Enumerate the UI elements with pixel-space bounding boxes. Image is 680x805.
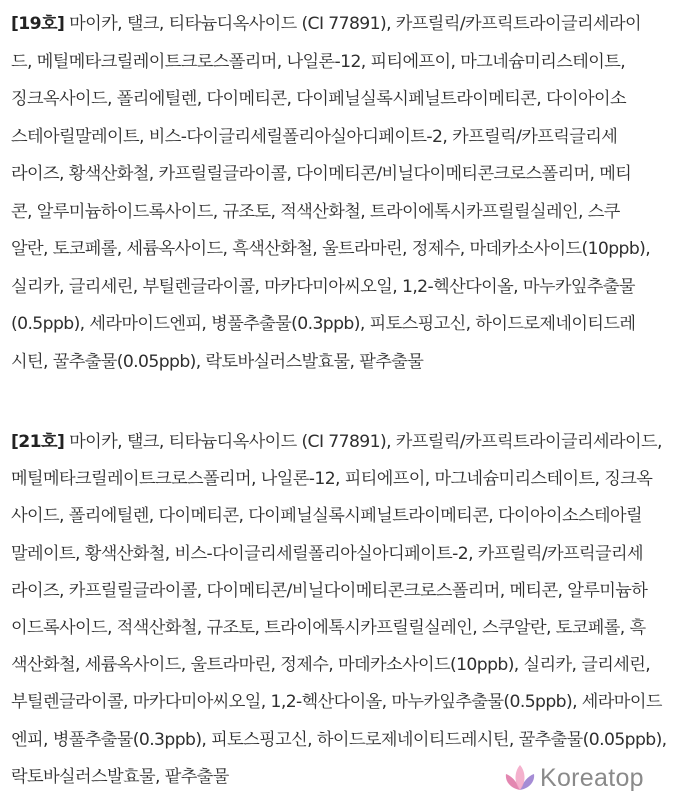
ingredient-line: 드, 메틸메타크릴레이트크로스폴리머, 나일론-12, 피티에프이, 마그네슘미리스테이트, bbox=[11, 51, 626, 72]
ingredient-line: 스테아릴말레이트, 비스-다이글리세릴폴리아실아디페이트-2, 카프릴릭/카프릭글리세 bbox=[11, 126, 618, 147]
ingredient-line: 알란, 토코페롤, 세륨옥사이드, 흑색산화철, 울트라마린, 정제수, 마데카소사이드(10ppb), bbox=[11, 239, 651, 259]
watermark-text: Koreatop bbox=[540, 763, 644, 792]
lotus-icon bbox=[503, 763, 537, 793]
ingredient-line: 실리카, 글리세린, 부틸렌글라이콜, 마카다미아씨오일, 1,2-헥산다이올, 마누카잎추출물 bbox=[11, 276, 635, 297]
ingredient-line: 라이즈, 황색산화철, 카프릴릴글라이콜, 다이메티콘/비닐다이메티콘크로스폴리머, 메티 bbox=[11, 164, 632, 184]
ingredient-line: [21호] 마이카, 탤크, 티타늄디옥사이드 (CI 77891), 카프릴릭/카프릭트라이글리세라이드, bbox=[11, 432, 662, 452]
ingredient-line: 사이드, 폴리에틸렌, 다이메티콘, 다이페닐실록시페닐트라이메티콘, 다이아이소스테아릴 bbox=[11, 506, 643, 527]
ingredient-line: 메틸메타크릴레이트크로스폴리머, 나일론-12, 피티에프이, 마그네슘미리스테이트, 징크옥 bbox=[11, 469, 653, 490]
ingredient-line: 엔피, 병풀추출물(0.3ppb), 피토스핑고신, 하이드로제네이티드레시틴, 꿀추출물(0.05ppb), bbox=[11, 729, 667, 750]
ingredient-line: 말레이트, 황색산화철, 비스-다이글리세릴폴리아실아디페이트-2, 카프릴릭/카프릭글리세 bbox=[11, 543, 644, 564]
ingredient-line: 라이즈, 카프릴릴글라이콜, 다이메티콘/비닐다이메티콘크로스폴리머, 메티콘, 알루미늄하 bbox=[11, 580, 648, 601]
ingredient-line: 시틴, 꿀추출물(0.05ppb), 락토바실러스발효물, 팥추출물 bbox=[11, 351, 424, 372]
ingredient-line: (0.5ppb), 세라마이드엔피, 병풀추출물(0.3ppb), 피토스핑고신, 하이드로제네이티드레 bbox=[11, 314, 636, 334]
ingredient-line: 징크옥사이드, 폴리에틸렌, 다이메티콘, 다이페닐실록시페닐트라이메티콘, 다이아이소 bbox=[11, 89, 627, 109]
shade-tag: [19호] bbox=[11, 14, 65, 34]
shade-19-ingredients bbox=[11, 6, 671, 381]
ingredient-line: 이드록사이드, 적색산화철, 규조토, 트라이에톡시카프릴릴실레인, 스쿠알란, 토코페롤, 흑 bbox=[11, 617, 646, 638]
ingredient-line: 색산화철, 세륨옥사이드, 울트라마린, 정제수, 마데카소사이드(10ppb), 실리카, 글리세린, bbox=[11, 655, 651, 676]
shade-21-ingredients bbox=[11, 424, 671, 796]
ingredient-line: 콘, 알루미늄하이드록사이드, 규조토, 적색산화철, 트라이에톡시카프릴릴실레인, 스쿠 bbox=[11, 201, 620, 222]
ingredient-line: 락토바실러스발효물, 팥추출물 bbox=[11, 766, 229, 787]
shade-tag: [21호] bbox=[11, 432, 65, 452]
koreatop-watermark bbox=[503, 760, 675, 796]
ingredient-line: [19호] 마이카, 탤크, 티타늄디옥사이드 (CI 77891), 카프릴릭/카프릭트라이글리세라이 bbox=[11, 14, 642, 34]
ingredient-line: 부틸렌글라이콜, 마카다미아씨오일, 1,2-헥산다이올, 마누카잎추출물(0.5ppb), 세라마이드 bbox=[11, 692, 662, 713]
